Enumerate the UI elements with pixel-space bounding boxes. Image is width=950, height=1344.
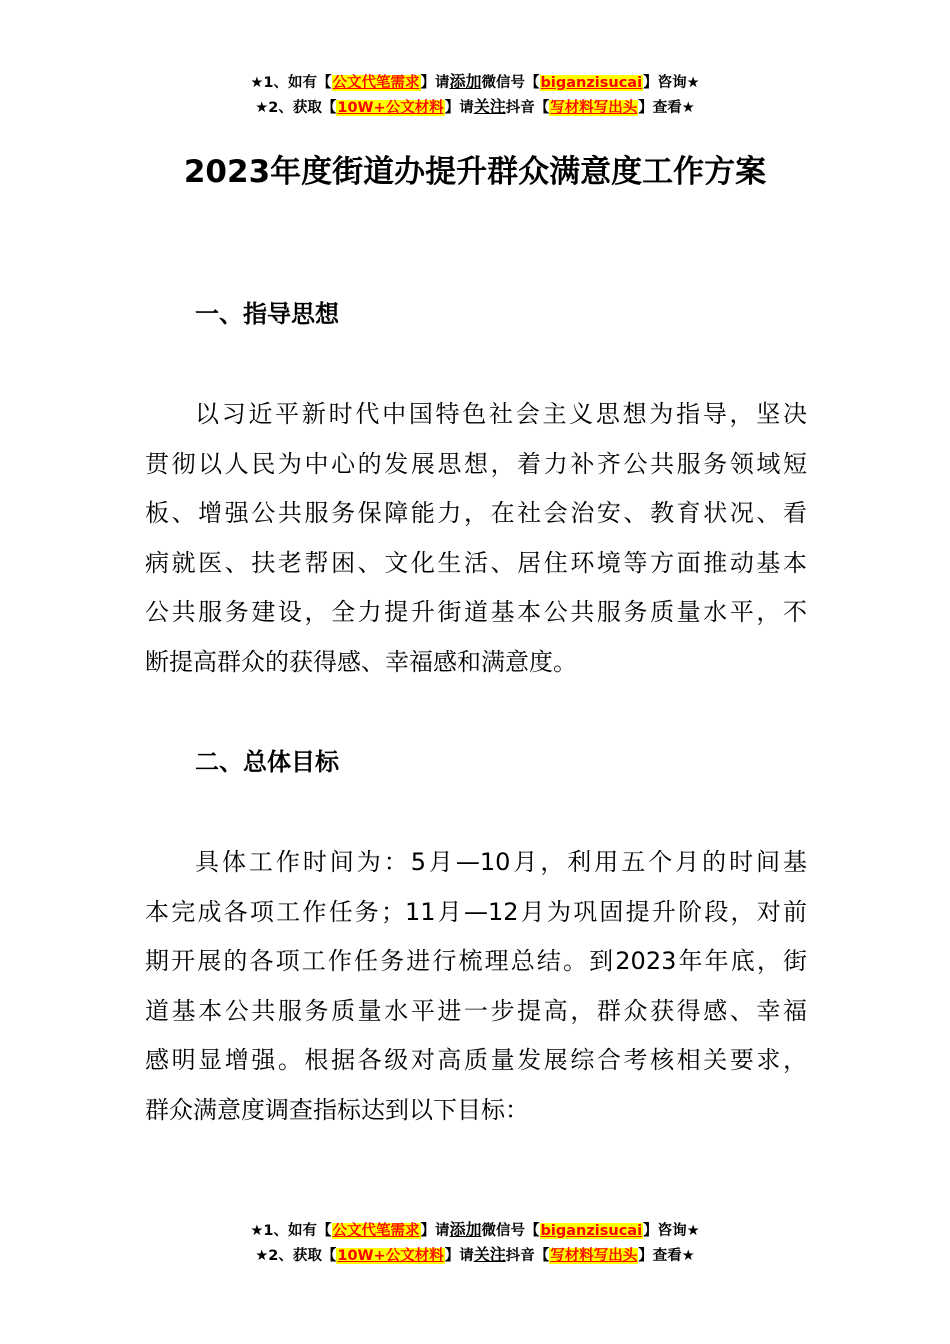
section-heading: 二、总体目标 [195,748,339,776]
promo-line-2: ★2、获取【10W+公文材料】请关注抖音【写材料写出头】查看★ [255,1245,695,1264]
bottom-promo-banner [0,1218,950,1268]
wechat-id: biganzisucai [540,1223,643,1239]
paragraph-line: 感明显增强。根据各级对高质量发展综合考核相关要求， [145,1046,807,1074]
paragraph-line: 贯彻以人民为中心的发展思想，着力补齐公共服务领域短 [145,449,807,478]
promo-highlight: 公文代笔需求 [332,1223,420,1239]
paragraph-line: 道基本公共服务质量水平进一步提高，群众获得感、幸福 [145,996,807,1025]
wechat-id: biganzisucai [540,75,643,91]
promo-emphasis: 关注 [473,97,506,116]
document-title: 2023年度街道办提升群众满意度工作方案 [183,154,767,190]
promo-line-1: ★1、如有【公文代笔需求】请添加微信号【biganzisucai】咨询★ [250,1220,700,1239]
section-heading: 一、指导思想 [195,300,339,328]
paragraph-line: 公共服务建设，全力提升街道基本公共服务质量水平，不 [145,598,807,626]
promo-line-2: ★2、获取【10W+公文材料】请关注抖音【写材料写出头】查看★ [255,97,695,116]
section-paragraph [145,838,807,1135]
promo-highlight: 公文代笔需求 [332,75,420,91]
promo-highlight: 10W+公文材料 [337,100,444,116]
paragraph-line: 以习近平新时代中国特色社会主义思想为指导，坚决 [195,400,807,428]
promo-emphasis: 关注 [473,1245,506,1264]
promo-emphasis: 添加 [449,1220,482,1239]
section-paragraph [145,390,807,687]
paragraph-line: 板、增强公共服务保障能力，在社会治安、教育状况、看 [145,499,807,527]
douyin-account: 写材料写出头 [550,100,638,116]
paragraph-line: 病就医、扶老帮困、文化生活、居住环境等方面推动基本 [145,548,807,577]
paragraph-line: 群众满意度调查指标达到以下目标： [145,1095,529,1124]
paragraph-line: 本完成各项工作任务；11月—12月为巩固提升阶段，对前 [145,897,807,926]
paragraph-line: 断提高群众的获得感、幸福感和满意度。 [145,647,577,676]
paragraph-line: 期开展的各项工作任务进行梳理总结。到2023年年底，街 [145,947,807,975]
douyin-account: 写材料写出头 [550,1248,638,1264]
top-promo-banner [0,70,950,120]
paragraph-line: 具体工作时间为：5月—10月，利用五个月的时间基 [195,848,807,876]
promo-line-1: ★1、如有【公文代笔需求】请添加微信号【biganzisucai】咨询★ [250,72,700,91]
promo-emphasis: 添加 [449,72,482,91]
promo-highlight: 10W+公文材料 [337,1248,444,1264]
